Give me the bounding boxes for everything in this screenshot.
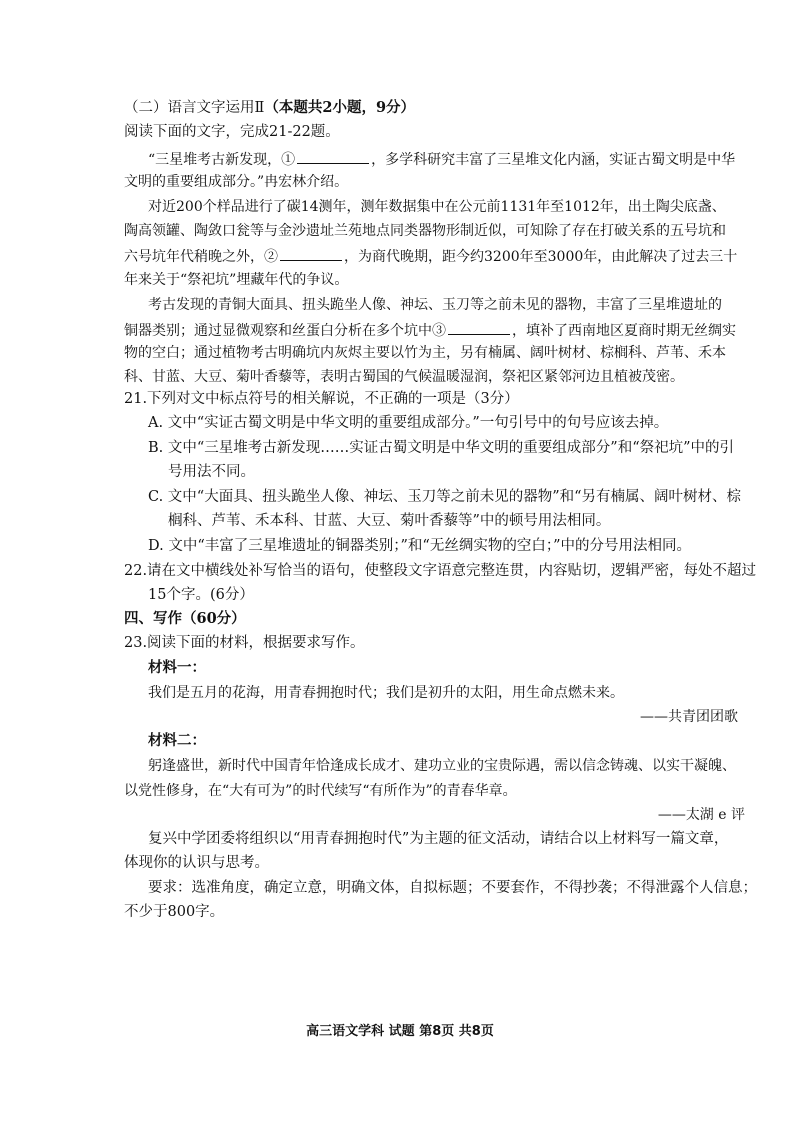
material-2-title: 材料二： [148,732,206,749]
option-d[interactable]: D. 文中“丰富了三星堆遗址的铜器类别；”和“无丝绸实物的空白；”中的分号用法相同。 [148,538,691,554]
writing-task: 复兴中学团委将组织以“用青春拥抱时代”为主题的征文活动，请结合以上材料写一篇文章， [148,831,729,847]
page-footer: 高三语文学科 试题 第8页 共8页 [306,1024,494,1039]
answer-blank-1[interactable] [297,148,369,164]
passage-text: 六号坑年代稍晚之外，② [124,249,278,265]
section-heading-title: （二）语言文字运用Ⅱ [124,100,265,116]
passage-text: ，填补了西南地区夏商时期无丝绸实 [512,323,736,339]
writing-section-heading: 四、写作（60分） [124,610,246,627]
passage-text: ，多学科研究丰富了三星堆文化内涵，实证古蜀文明是中华 [371,152,736,168]
passage-line: 对近200个样品进行了碳14测年，测年数据集中在公元前1131年至1012年，出土陶尖底盏、 [148,199,726,215]
passage-text: “三星堆考古新发现，① [148,152,296,168]
material-2-text-cont: 以党性修身，在“大有可为”的时代续写“有所作为”的青春华章。 [124,783,517,799]
section-heading [124,98,415,118]
option-b-cont: 号用法不同。 [168,464,255,480]
material-1-text: 我们是五月的花海，用青春拥抱时代；我们是初升的太阳，用生命点燃未来。 [148,685,624,701]
writing-task-cont: 体现你的认识与思考。 [124,855,269,871]
option-b[interactable]: B. 文中“三星堆考古新发现……实证古蜀文明是中华文明的重要组成部分”和“祭祀坑”中的引 [148,440,735,456]
option-c-cont: 榈科、芦苇、禾本科、甘蓝、大豆、菊叶香藜等”中的顿号用法相同。 [168,513,611,529]
passage-text: 铜器类别；通过显微观察和丝蛋白分析在多个坑中③ [124,323,446,339]
passage-line: 物的空白；通过植物考古明确坑内灰烬主要以竹为主，另有楠属、阔叶树材、棕榈科、芦苇、禾本 [124,345,726,361]
passage-line: 考古发现的青铜大面具、扭头跪坐人像、神坛、玉刀等之前未见的器物，丰富了三星堆遗址的 [148,297,722,313]
passage-line [124,319,736,341]
material-1-source: ——共青团团歌 [640,709,738,725]
passage-line: 文明的重要组成部分。”冉宏林介绍。 [124,174,349,190]
passage-line: 年来关于“祭祀坑”埋藏年代的争议。 [124,272,349,288]
passage-text: ，为商代晚期，距今约3200年至3000年，由此解决了过去三十 [344,249,738,265]
writing-requirements-cont: 不少于800字。 [124,904,225,920]
passage-line: 科、甘蓝、大豆、菊叶香藜等，表明古蜀国的气候温暖湿润，祭祀区紧邻河边且植被茂密。 [124,369,684,385]
passage-line [124,245,737,267]
writing-requirements: 要求：选准角度，确定立意，明确文体，自拟标题；不要套作，不得抄袭；不得泄露个人信息； [148,880,757,896]
question-22-stem: 22.请在文中横线处补写恰当的语句，使整段文字语意完整连贯，内容贴切，逻辑严密，每处不超过 [124,563,757,579]
question-23-stem: 23.阅读下面的材料，根据要求写作。 [124,635,365,651]
answer-blank-2[interactable] [280,245,342,261]
material-2-text: 躬逢盛世，新时代中国青年恰逢成长成才、建功立业的宝贵际遇，需以信念铸魂、以实干凝魄、 [148,758,736,774]
option-a[interactable]: A. 文中“实证古蜀文明是中华文明的重要组成部分。”一句引号中的句号应该去掉。 [148,415,669,431]
passage-line: 陶高领罐、陶敛口瓮等与金沙遗址兰苑地点同类器物形制近似，可知除了存在打破关系的五号坑和 [124,223,726,239]
section-heading-score: （本题共2小题，9分） [264,99,416,116]
material-1-title: 材料一： [148,659,206,676]
answer-blank-3[interactable] [448,319,510,335]
material-2-source: ——太湖 e 评 [657,807,745,823]
instruction: 阅读下面的文字，完成21-22题。 [124,124,340,140]
question-21-stem: 21.下列对文中标点符号的相关解说，不正确的一项是（3分） [124,391,519,407]
passage-line [148,148,735,170]
question-22-stem-cont: 15个字。(6分） [148,587,254,603]
option-c[interactable]: C. 文中“大面具、扭头跪坐人像、神坛、玉刀等之前未见的器物”和“另有楠属、阔叶树材、棕 [148,489,742,505]
